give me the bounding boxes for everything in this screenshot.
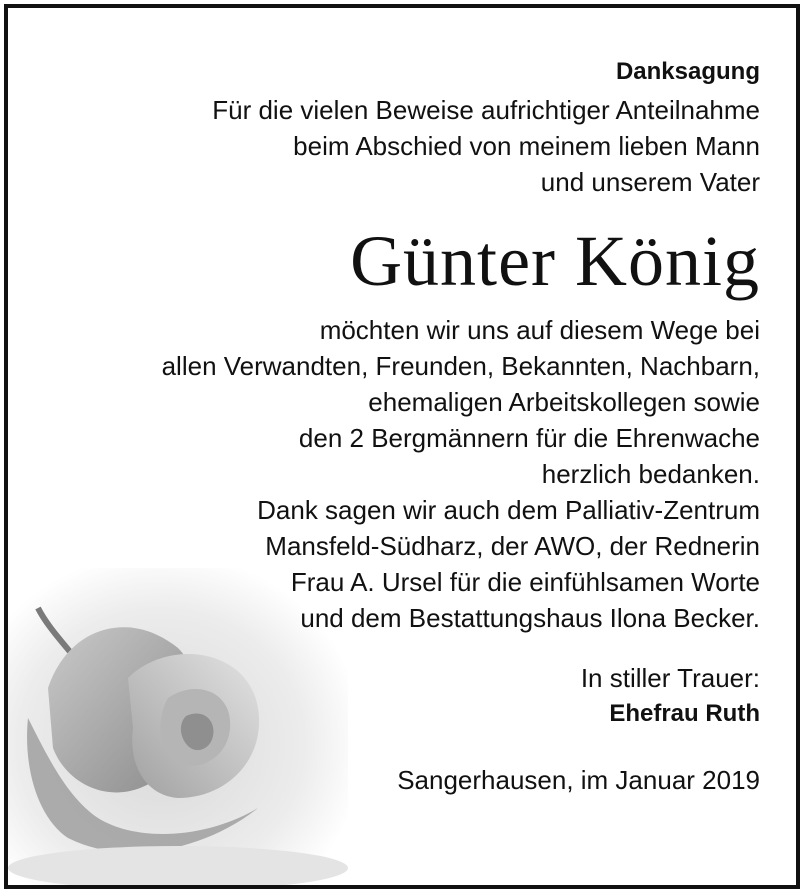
- place-date: Sangerhausen, im Januar 2019: [397, 765, 760, 795]
- body-line: ehemaligen Arbeitskollegen sowie: [368, 387, 760, 417]
- signer: Ehefrau Ruth: [609, 700, 760, 727]
- intro-line: Für die vielen Beweise aufrichtiger Anteilnahme: [212, 95, 760, 125]
- body-line: Mansfeld-Südharz, der AWO, der Rednerin: [265, 531, 760, 561]
- body-line: und dem Bestattungshaus Ilona Becker.: [300, 603, 760, 633]
- signoff: In stiller Trauer:: [580, 663, 760, 693]
- body-line: herzlich bedanken.: [541, 459, 760, 489]
- body-line: möchten wir uns auf diesem Wege bei: [319, 315, 760, 345]
- body-line: Dank sagen wir auch dem Palliativ-Zentrum: [257, 495, 760, 525]
- body-line: allen Verwandten, Freunden, Bekannten, Nachbarn,: [161, 351, 760, 381]
- intro-line: beim Abschied von meinem lieben Mann: [293, 131, 760, 161]
- body-line: den 2 Bergmännern für die Ehrenwache: [298, 423, 760, 453]
- intro-line: und unserem Vater: [540, 167, 760, 197]
- deceased-name: Günter König: [350, 221, 760, 301]
- obituary-card: [4, 4, 800, 889]
- body-line: Frau A. Ursel für die einfühlsamen Worte: [290, 567, 760, 597]
- obituary-text: [20, 58, 760, 798]
- heading: Danksagung: [615, 58, 760, 85]
